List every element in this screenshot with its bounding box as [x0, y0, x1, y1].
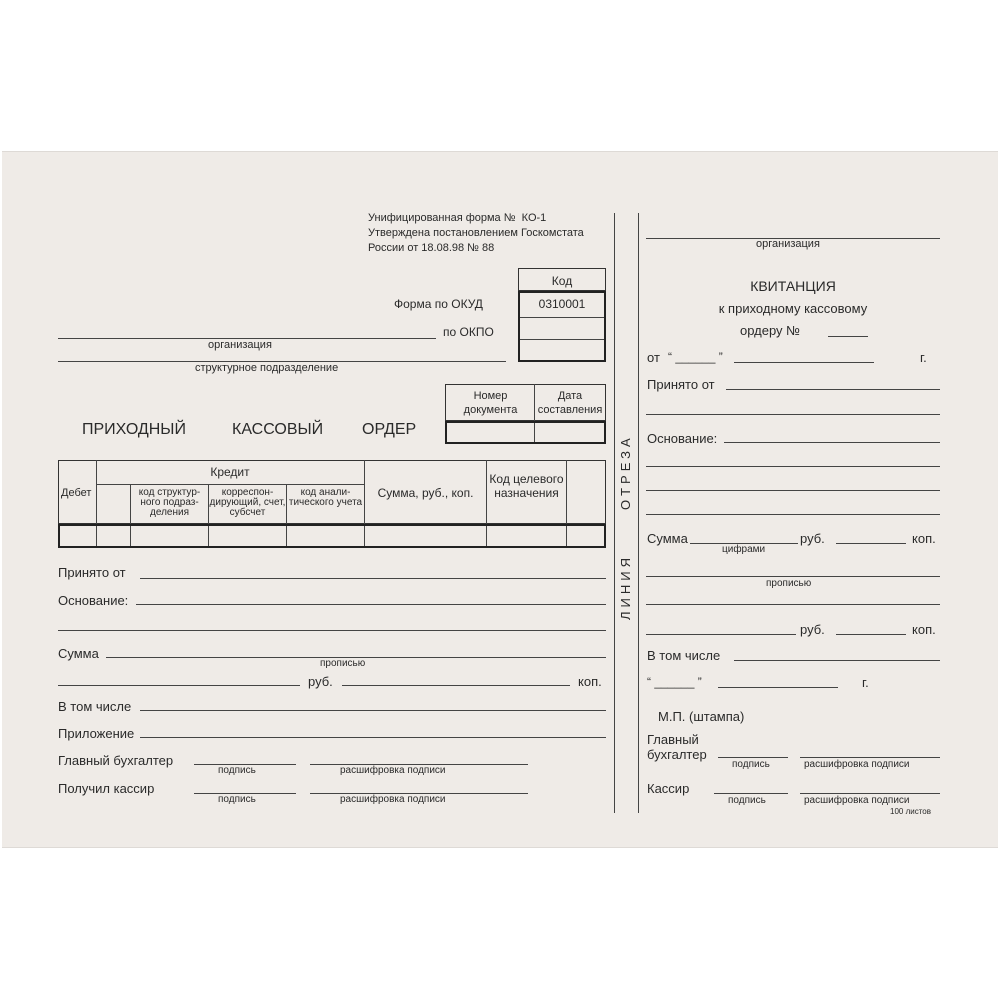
receipt-basis-label: Основание: [647, 431, 718, 446]
receipt-cashier-label: Кассир [647, 781, 690, 796]
kod-header: Код [518, 268, 606, 291]
order-table-row[interactable] [58, 524, 606, 548]
sum-kop-field[interactable] [342, 685, 570, 686]
receipt-accepted-from-field[interactable] [726, 389, 940, 390]
receipt-chief-label-2: бухгалтер [647, 747, 707, 762]
receipt-kop-label: коп. [912, 531, 936, 546]
receipt-sum-label: Сумма [647, 531, 688, 546]
cashier-decoding-caption: расшифровка подписи [340, 794, 446, 805]
cut-line-left [614, 213, 615, 813]
okpo-label: по ОКПО [443, 325, 494, 339]
receipt-basis-field-2[interactable] [646, 466, 940, 467]
receipt-basis-field[interactable] [724, 442, 940, 443]
receipt-kop-label-2: коп. [912, 622, 936, 637]
sheets-count: 100 листов [890, 807, 931, 816]
basis-field[interactable] [136, 604, 606, 605]
purpose-header: Код целевого назначения [489, 472, 564, 500]
accepted-from-field[interactable] [140, 578, 606, 579]
including-label: В том числе [58, 699, 132, 714]
kop-label: коп. [578, 674, 602, 689]
receipt-stamp-label: М.П. (штампа) [658, 709, 745, 724]
cut-line-label [618, 420, 638, 620]
receipt-kop-digits-field[interactable] [836, 543, 906, 544]
receipt-rub-label-2: руб. [800, 622, 825, 637]
receipt-including-label: В том числе [647, 648, 721, 663]
kredit-sub-2: корреспон-дирующий, счет, субсчет [209, 487, 286, 518]
debet-header: Дебет [61, 487, 92, 499]
title-word-2: КАССОВЫЙ [232, 421, 324, 438]
receipt-from-label: от [647, 350, 660, 365]
receipt-year-label-2: г. [862, 675, 869, 690]
cut-line-right [638, 213, 639, 813]
cut-line-word-2: ОТРЕЗА [618, 434, 633, 510]
accepted-from-label: Принято от [58, 565, 126, 580]
sum-in-words-caption: прописью [320, 658, 366, 669]
receipt-title: КВИТАНЦИЯ [750, 278, 836, 294]
attachment-label: Приложение [58, 726, 135, 741]
receipt-accepted-from-field-2[interactable] [646, 414, 940, 415]
receipt-sum-words-field-2[interactable] [646, 604, 940, 605]
receipt-cashier-decoding-field[interactable] [800, 793, 940, 794]
okud-label: Форма по ОКУД [394, 297, 483, 311]
receipt-basis-field-3[interactable] [646, 490, 940, 491]
kredit-sub-3: код анали-тического учета [288, 487, 363, 508]
form-line: Унифицированная форма № КО-1 [368, 212, 547, 224]
chief-decoding-caption: расшифровка подписи [340, 765, 446, 776]
russia-line: России от 18.08.98 № 88 [368, 242, 495, 254]
receipt-cashier-signature-caption: подпись [728, 795, 766, 806]
receipt-order-no-field[interactable] [828, 336, 868, 337]
sum-header: Сумма, руб., коп. [377, 486, 474, 500]
cashier-signature-caption: подпись [218, 794, 256, 805]
doc-number-label: Номер документа [463, 390, 518, 416]
including-field[interactable] [140, 710, 606, 711]
title-word-3: ОРДЕР [362, 421, 417, 438]
approved-line: Утверждена постановлением Госкомстата [368, 227, 584, 239]
receipt-including-field[interactable] [734, 660, 940, 661]
title-word-1: ПРИХОДНЫЙ [82, 421, 186, 438]
receipt-rub-label: руб. [800, 531, 825, 546]
doc-date-label: Дата составления [537, 390, 603, 416]
receipt-accepted-from-label: Принято от [647, 377, 715, 392]
basis-field-2[interactable] [58, 630, 606, 631]
receipt-chief-label-1: Главный [647, 732, 699, 747]
number-date-fields[interactable] [445, 421, 606, 444]
receipt-chief-decoding-caption: расшифровка подписи [804, 759, 910, 770]
chief-accountant-label: Главный бухгалтер [58, 753, 174, 768]
cut-line-word-1: ЛИНИЯ [618, 554, 633, 620]
kredit-header: Кредит [210, 465, 250, 479]
receipt-sum-words-field[interactable] [646, 576, 940, 577]
receipt-month-field-2[interactable] [718, 687, 838, 688]
receipt-month-field[interactable] [734, 362, 874, 363]
receipt-in-words-caption: прописью [766, 578, 812, 589]
receipt-digits-caption: цифрами [722, 544, 766, 555]
chief-signature-caption: подпись [218, 765, 256, 776]
receipt-chief-decoding-field[interactable] [800, 757, 940, 758]
sum-label: Сумма [58, 646, 99, 661]
receipt-day-field[interactable]: “ ______ ” [668, 350, 723, 364]
subdivision-caption: структурное подразделение [195, 362, 339, 374]
organization-caption: организация [208, 339, 272, 351]
kredit-sub-1: код структур-ного подраз-деления [138, 487, 201, 518]
receipt-subtitle: к приходному кассовому [718, 301, 868, 316]
receipt-year-label: г. [920, 350, 927, 365]
sum-rub-field[interactable] [58, 685, 300, 686]
receipt-organization-caption: организация [756, 238, 820, 250]
receipt-order-no-label: ордеру № [740, 323, 801, 338]
okud-value[interactable]: 0310001 [538, 297, 586, 311]
cashier-label: Получил кассир [58, 781, 155, 796]
receipt-cashier-decoding-caption: расшифровка подписи [804, 795, 910, 806]
attachment-field[interactable] [140, 737, 606, 738]
receipt-chief-signature-field[interactable] [718, 757, 788, 758]
rub-label: руб. [308, 674, 333, 689]
receipt-basis-field-4[interactable] [646, 514, 940, 515]
basis-label: Основание: [58, 593, 129, 608]
receipt-chief-signature-caption: подпись [732, 759, 770, 770]
receipt-cashier-signature-field[interactable] [714, 793, 788, 794]
receipt-rub-field[interactable] [646, 634, 796, 635]
receipt-kop-field[interactable] [836, 634, 906, 635]
receipt-day-field-2[interactable]: “ ______ ” [647, 675, 702, 689]
